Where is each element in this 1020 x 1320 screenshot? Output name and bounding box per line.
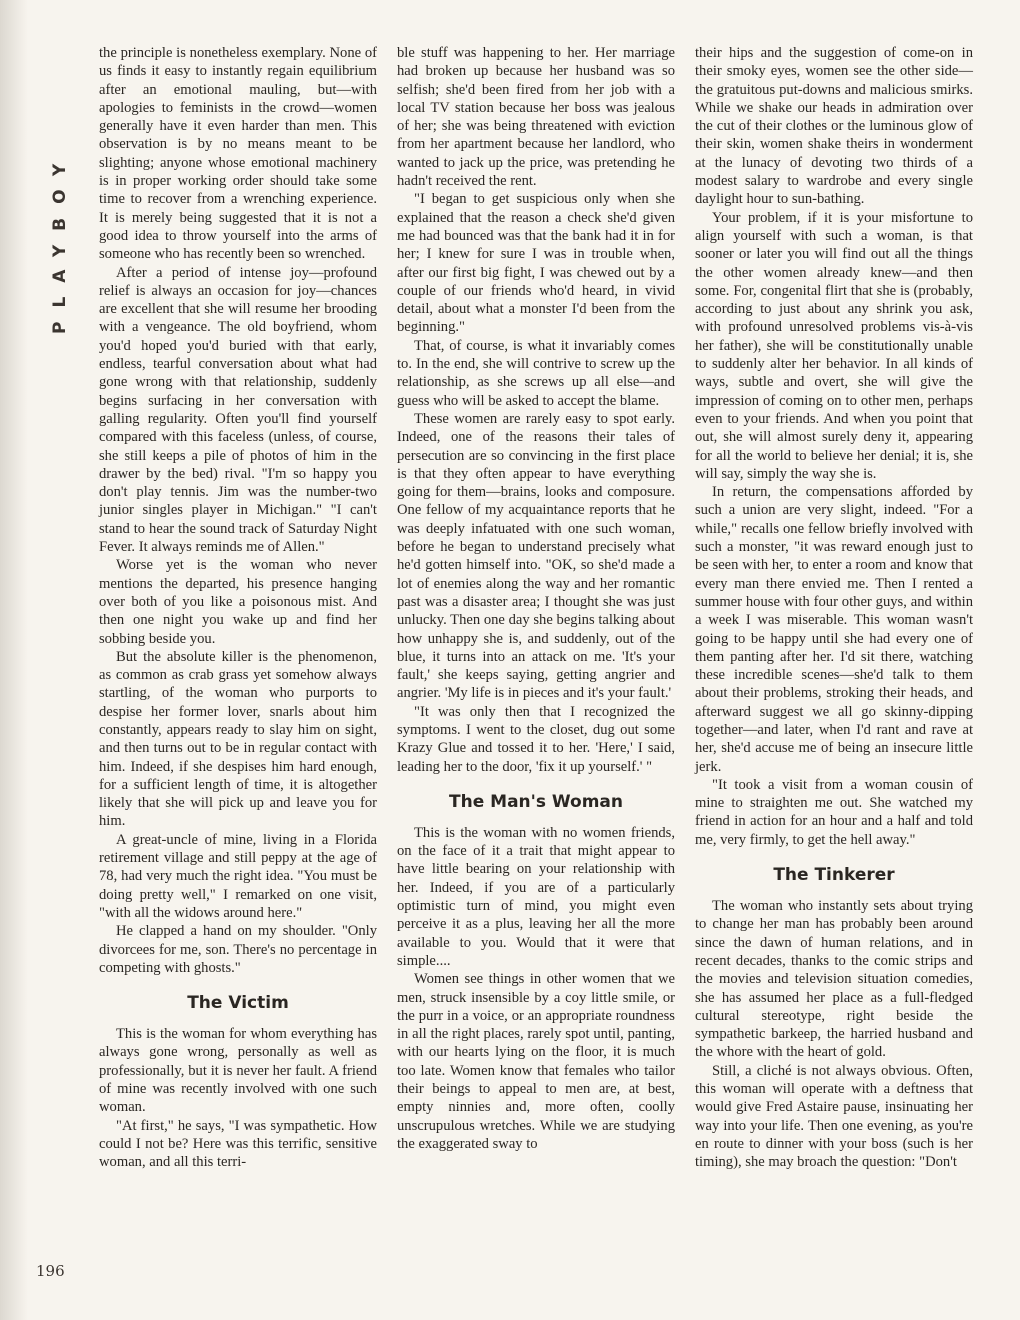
paragraph: The woman who instantly sets about trying to change her man has probably been around since the dawn of human relations, and in recent decades, thanks to the comic strips and the movies and television situation comedies, she has assumed her place as a full-fledged cultural stereotype, right beside the sympathetic barkeep, the harried husband and the whore with the heart of gold.	[695, 898, 973, 1061]
paragraph: In return, the compensations afforded by such a union are very slight, indeed. "For a while," recalls one fellow briefly involved with such a monster, "it was reward enough just to be seen with her, to enter a room and know that every man there envied me. Then I rented a summer house with four other guys, and within a week I was miserable. This woman wasn't going to be happy until she had every one of them panting after her. I'd sit there, watching these incredible scenes—she'd talk to them about their problems, stroking their heads, and afterward suggest we all go skinny-dipping together—and later, when I'd rant and rave at her, she'd accuse me of being an insecure little jerk.	[695, 484, 973, 775]
paragraph: This is the woman with no women friends, on the face of it a trait that might appear to have little bearing on your relationship with her. Indeed, if you are of a particularly optimistic turn of mind, you might even perceive it as a plus, leaving her all the more available to you. Would that it were that simple....	[397, 824, 675, 969]
paragraph: "It was only then that I recognized the symptoms. I went to the closet, dug out some Krazy Glue and tossed it to her. 'Here,' I said, leading her to the door, 'fix it up yourself.' "	[397, 703, 675, 775]
page-number: 196	[36, 1262, 65, 1280]
column-3	[695, 44, 973, 1172]
paragraph: A great-uncle of mine, living in a Florida retirement village and still peppy at the age of 78, had very much the right idea. "You must be doing pretty well," I remarked on one visit, "with all the widows around here."	[99, 831, 377, 921]
paragraph: "At first," he says, "I was sympathetic. How could I not be? Here was this terrific, sensitive woman, and all this terri-	[99, 1117, 377, 1171]
paragraph: After a period of intense joy—profound relief is always an occasion for joy—chances are excellent that she will resume her brooding with a vengeance. The old boyfriend, whom you'd hoped you'd buried with that early, endless, tearful conversation about what had gone wrong with that relationship, suddenly begins surfacing in her conversation with galling regularity. Often you'll find yourself compared with this faceless (unless, of course, she still keeps a pile of photos of him in the drawer by the bed) rival. "I'm so happy you don't play tennis. Jim was the number-two junior singles player in Michigan." "I can't stand to hear the sound track of Saturday Night Fever. It always reminds me of Allen."	[99, 264, 377, 556]
paragraph: the principle is nonetheless exemplary. None of us finds it easy to instantly regain equilibrium after an emotional mauling, but—with apologies to feminists in the crowd—women generally have it even harder than men. This observation is by no means meant to be slighting; anyone whose emotional machinery is in proper working order should take some time to recover from a wrenching experience. It is merely being suggested that it is not a good idea to throw yourself into the arms of someone who has recently been so wrenched.	[99, 45, 377, 263]
paragraph: Women see things in other women that we men, struck insensible by a coy little smile, or the purr in a voice, or an appropriate roundness in all the right places, rarely spot until, panting, with our hearts lying on the floor, it is much too late. Women know that females who tailor their beings to appeal to men are, at best, empty ninnies and, more often, coolly unscrupulous wretches. While we are studying the exaggerated sway to	[397, 971, 675, 1152]
paragraph: "I began to get suspicious only when she explained that the reason a check she'd given me had bounced was that the bank had it in for her; I knew for sure I was in trouble when, after our first big fight, I was chewed out by a couple of our friends who'd heard, in vivid detail, about what a monster I'd been from the beginning."	[397, 191, 675, 336]
paragraph: But the absolute killer is the phenomenon, as common as crab grass yet somehow always startling, of the woman who purports to despise her former lover, snarls about him constantly, appears ready to slay him on sight, and then turns out to be in regular contact with him. Indeed, if she despises him hard enough, for a sufficient length of time, it is altogether likely that she will pick up and leave you for him.	[99, 648, 377, 830]
paragraph: Your problem, if it is your misfortune to align yourself with such a woman, is that sooner or later you will find out all the things the other women already knew—and then some. For, congenital flirt that she is (probably, according to just about any shrink you ask, with profound unresolved problems vis-à-vis her father), she will be constitutionally unable to suddenly alter her behavior. In all kinds of ways, subtle and overt, she will give the impression of coming on to other men, perhaps even to your friends. And when you point that out, she will almost surely deny it, appearing for all the world to believe her denial; it is, she will say, simply the way she is.	[695, 209, 973, 482]
paragraph: "It took a visit from a woman cousin of mine to straighten me out. She watched my friend in action for an hour and a half and told me, very firmly, to get the hell away."	[695, 776, 973, 848]
section-heading-mans-woman: The Man's Woman	[449, 791, 623, 812]
section-heading-victim: The Victim	[187, 993, 289, 1014]
paragraph: ble stuff was happening to her. Her marriage had broken up because her husband was so selfish; she'd been fired from her job with a local TV station because her boss was jealous of her; she was being threatened with eviction from her apartment because her landlord, who wanted to jack up the price, was pretending he hadn't received the rent.	[397, 45, 675, 190]
paragraph: He clapped a hand on my shoulder. "Only divorcees for me, son. There's no percentage in competing with ghosts."	[99, 923, 377, 976]
paragraph: Worse yet is the woman who never mentions the departed, his presence hanging over both of you like a poisonous mist. And then one night you wake up and find her sobbing beside you.	[99, 557, 377, 647]
page-edge-shadow	[0, 0, 28, 1320]
masthead: PLAYBOY	[50, 149, 70, 334]
paragraph: This is the woman for whom everything has always gone wrong, personally as well as professionally, but it is never her fault. A friend of mine was recently involved with one such woman.	[99, 1026, 377, 1116]
paragraph: Still, a cliché is not always obvious. Often, this woman will operate with a deftness that would give Fred Astaire pause, insinuating her way into your life. Then one evening, as you're en route to dinner with your boss (such is her timing), she may broach the question: "Don't	[695, 1062, 973, 1171]
column-1	[99, 44, 377, 1172]
paragraph: These women are rarely easy to spot early. Indeed, one of the reasons their tales of persecution are so convincing in the first place is that they often appear to have everything going for them—brains, looks and composure. One fellow of my acquaintance reports that he was deeply infatuated with one such woman, before he began to understand precisely what he'd gotten himself into. "OK, so she'd made a lot of enemies along the way and her romantic past was a disaster area; I thought she was just unlucky. Then one day she begins talking about how unhappy she is, and suddenly, out of the blue, it turns into an attack on me. 'It's your fault,' she keeps saying, getting angrier and angrier. 'My life is in pieces and it's your fault.'	[397, 410, 675, 702]
section-heading-tinkerer: The Tinkerer	[773, 865, 895, 886]
paragraph: their hips and the suggestion of come-on in their smoky eyes, women see the other side—the gratuitous put-downs and malicious smirks. While we shake our heads in admiration over the cut of their clothes or the luminous glow of their skin, women shake theirs in wonderment at the lunacy of devoting two thirds of a modest salary to wardrobe and every single daylight hour to sun-bathing.	[695, 45, 973, 208]
paragraph: That, of course, is what it invariably comes to. In the end, she will contrive to screw up the relationship, as she screws up all else—and guess who will be asked to accept the blame.	[397, 337, 675, 409]
column-2	[397, 44, 675, 1153]
